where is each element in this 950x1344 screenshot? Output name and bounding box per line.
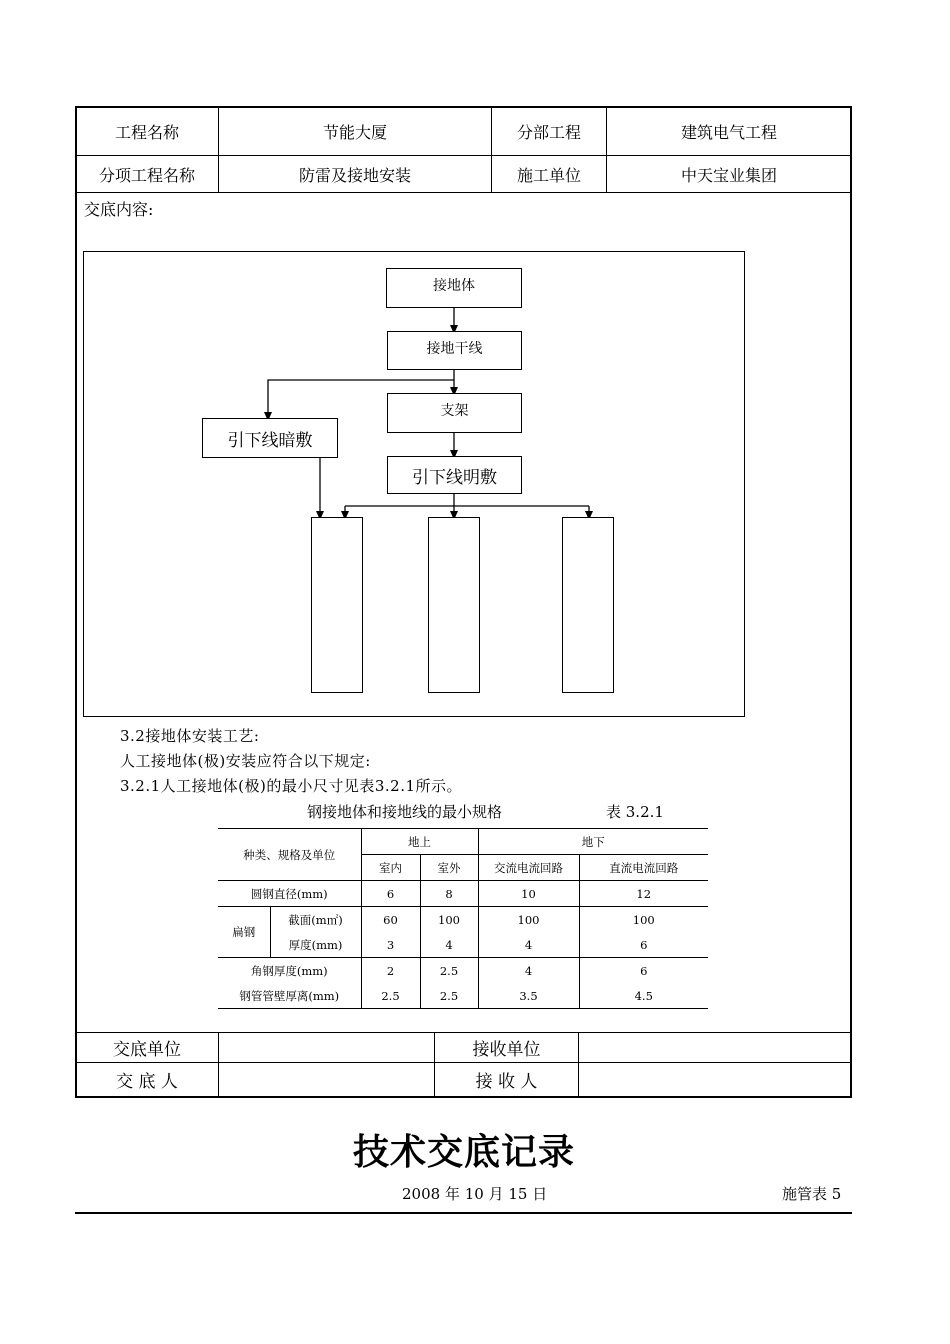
table-cell: 12 [636,886,652,901]
table-row [218,983,708,1009]
node-grounding-body: 接地体 [386,268,522,308]
contractor-label: 施工单位 [516,165,581,185]
table-cell: 4.5 [634,988,653,1003]
table-cell: 4 [478,958,579,984]
outdoor-header: 室外 [420,855,478,881]
node-grounding-trunk: 接地干线 [387,331,522,370]
table-cell: 4 [478,932,579,958]
issuer-unit-field[interactable] [219,1033,434,1062]
above-ground-header: 地上 [361,829,478,855]
node-empty-box [428,517,480,693]
subitem-label: 分项工程名称 [98,165,195,185]
record-date: 2008 年 10 月 15 日 [402,1185,548,1203]
receiver-unit-field[interactable] [579,1033,851,1062]
indoor-header: 室内 [361,855,420,881]
spec-table-number: 表 3.2.1 [606,803,664,821]
table-cell: 2 [361,958,420,984]
issuer-label: 交 底 人 [116,1072,178,1092]
title-rule [75,1212,852,1214]
table-cell: 8 [420,881,478,907]
node-down-conductor-concealed: 引下线暗敷 [202,418,338,458]
table-row [218,907,708,933]
row-label: 圆钢直径(mm) [218,881,361,907]
dc-circuit-header: 直流电流回路 [609,860,679,875]
table-row [218,932,708,958]
division-label: 分部工程 [516,122,581,142]
project-name-value: 节能大厦 [322,122,387,142]
spec-table [218,828,708,1009]
row-label: 厚度(mm) [270,932,361,958]
division-value: 建筑电气工程 [680,122,777,142]
receiver-field[interactable] [579,1063,851,1096]
table-cell: 60 [361,907,420,933]
table-cell: 2.5 [420,958,478,984]
table-cell: 3.5 [478,983,579,1009]
table-cell: 100 [478,907,579,933]
flat-steel-group-label: 扁钢 [218,907,270,958]
table-cell: 100 [420,907,478,933]
table-cell: 3 [361,932,420,958]
table-cell: 100 [632,912,655,927]
table-cell: 6 [640,963,648,978]
table-cell: 6 [361,881,420,907]
rule-text: 人工接地体(极)安装应符合以下规定: [120,752,371,770]
node-empty-box [311,517,363,693]
table-cell: 4 [420,932,478,958]
record-title: 技术交底记录 [352,1132,575,1173]
clause-text: 3.2.1人工接地体(极)的最小尺寸见表3.2.1所示。 [120,777,463,795]
type-header: 种类、规格及单位 [218,829,361,881]
issuer-field[interactable] [219,1063,434,1096]
spec-table-title: 钢接地体和接地线的最小规格 [307,803,503,821]
subitem-value: 防雷及接地安装 [298,165,411,185]
row-label: 角钢厚度(mm) [218,958,361,984]
table-row [218,958,708,984]
row-label: 截面(m㎡) [270,907,361,933]
table-row [218,881,708,907]
section-heading: 3.2接地体安装工艺: [120,727,260,745]
receiver-unit-label: 接收单位 [472,1040,541,1060]
content-label: 交底内容: [84,200,154,219]
table-cell: 10 [478,881,579,907]
contractor-value: 中天宝业集团 [680,165,777,185]
ac-circuit-header: 交流电流回路 [478,855,579,881]
row-label: 钢管管壁厚离(mm) [218,983,361,1009]
form-code: 施管表 5 [782,1185,842,1203]
issuer-unit-label: 交底单位 [113,1040,181,1060]
node-empty-box [562,517,614,693]
node-down-conductor-exposed: 引下线明敷 [387,456,522,494]
node-bracket: 支架 [387,393,522,433]
below-ground-header: 地下 [581,834,605,849]
table-cell: 6 [640,937,648,952]
project-name-label: 工程名称 [114,122,179,142]
receiver-label: 接 收 人 [475,1072,538,1092]
table-cell: 2.5 [361,983,420,1009]
table-cell: 2.5 [420,983,478,1009]
